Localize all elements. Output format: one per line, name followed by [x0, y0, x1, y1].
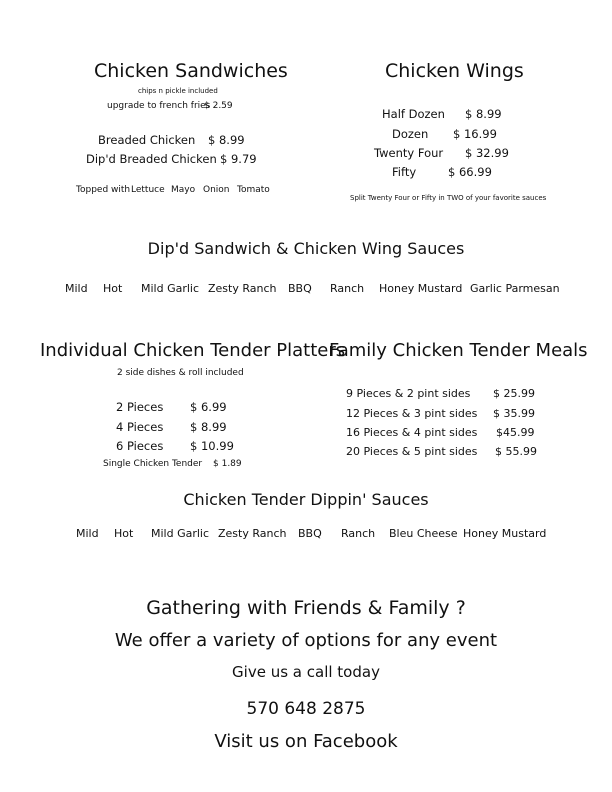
wing-item-name: Dozen: [392, 127, 429, 141]
sandwich-item-price: $ 8.99: [208, 133, 245, 147]
sauce-item: Hot: [103, 282, 123, 295]
sandwiches-upgrade-price: $ 2.59: [204, 101, 233, 111]
sauce-item: Mild: [65, 282, 88, 295]
sandwiches-upgrade: upgrade to french fries: [107, 101, 211, 111]
wing-item-name: Half Dozen: [382, 107, 445, 121]
sandwich-item-name: Dip'd Breaded Chicken: [86, 152, 217, 166]
platter-item-name: 6 Pieces: [116, 439, 164, 453]
family-title: Family Chicken Tender Meals: [329, 340, 588, 361]
footer-line-2: We offer a variety of options for any event: [114, 630, 498, 651]
platters-note: 2 side dishes & roll included: [117, 368, 244, 378]
platter-single-price: $ 1.89: [213, 459, 242, 469]
family-item-name: 20 Pieces & 5 pint sides: [346, 445, 478, 458]
platter-single-name: Single Chicken Tender: [103, 459, 203, 469]
sauces-title: Dip'd Sandwich & Chicken Wing Sauces: [147, 239, 465, 258]
sauce-item: Hot: [114, 527, 134, 540]
topping-item: Tomato: [237, 185, 270, 195]
wings-title: Chicken Wings: [385, 60, 524, 82]
family-item-name: 16 Pieces & 4 pint sides: [346, 426, 478, 439]
sandwich-item-price: $ 9.79: [220, 152, 257, 166]
platter-item-name: 2 Pieces: [116, 400, 164, 414]
facebook-text: Visit us on Facebook: [214, 731, 398, 752]
family-item-name: 9 Pieces & 2 pint sides: [346, 387, 471, 400]
sandwiches-title: Chicken Sandwiches: [94, 60, 288, 82]
sauce-item: Honey Mustard: [379, 282, 463, 295]
phone-number: 570 648 2875: [246, 699, 366, 719]
toppings-label: Topped with: [76, 185, 131, 195]
family-item-price: $ 25.99: [493, 387, 535, 400]
dippin-sauces-title: Chicken Tender Dippin' Sauces: [183, 490, 429, 509]
platters-title: Individual Chicken Tender Platters: [40, 340, 346, 361]
sauce-item: Zesty Ranch: [208, 282, 277, 295]
wing-item-name: Twenty Four: [374, 146, 444, 160]
sandwich-item-name: Breaded Chicken: [98, 133, 196, 147]
sauce-item: Mild: [76, 527, 99, 540]
platter-item-price: $ 10.99: [190, 439, 234, 453]
footer-line-1: Gathering with Friends & Family ?: [146, 597, 466, 619]
family-item-price: $ 35.99: [493, 407, 535, 420]
wing-item-price: $ 16.99: [453, 127, 497, 141]
sauce-item: Bleu Cheese: [389, 527, 458, 540]
topping-item: Onion: [203, 185, 230, 195]
sauce-item: Mild Garlic: [151, 527, 210, 540]
wing-item-price: $ 8.99: [465, 107, 502, 121]
topping-item: Mayo: [171, 185, 196, 195]
wings-note: Split Twenty Four or Fifty in TWO of your favorite sauces: [350, 194, 547, 202]
sauce-item: Zesty Ranch: [218, 527, 287, 540]
platter-item-price: $ 8.99: [190, 420, 227, 434]
wing-item-name: Fifty: [392, 165, 417, 179]
footer-line-3: Give us a call today: [232, 663, 380, 681]
family-item-name: 12 Pieces & 3 pint sides: [346, 407, 478, 420]
platter-item-price: $ 6.99: [190, 400, 227, 414]
sauce-item: BBQ: [298, 527, 322, 540]
sauce-item: Garlic Parmesan: [470, 282, 560, 295]
sauce-item: Mild Garlic: [141, 282, 200, 295]
family-item-price: $45.99: [496, 426, 535, 439]
topping-item: Lettuce: [131, 185, 165, 195]
wing-item-price: $ 66.99: [448, 165, 492, 179]
sauce-item: Honey Mustard: [463, 527, 547, 540]
wing-item-price: $ 32.99: [465, 146, 509, 160]
sauce-item: Ranch: [341, 527, 376, 540]
platter-item-name: 4 Pieces: [116, 420, 164, 434]
sauce-item: BBQ: [288, 282, 312, 295]
sandwiches-note: chips n pickle included: [138, 87, 218, 95]
family-item-price: $ 55.99: [495, 445, 537, 458]
sauce-item: Ranch: [330, 282, 365, 295]
